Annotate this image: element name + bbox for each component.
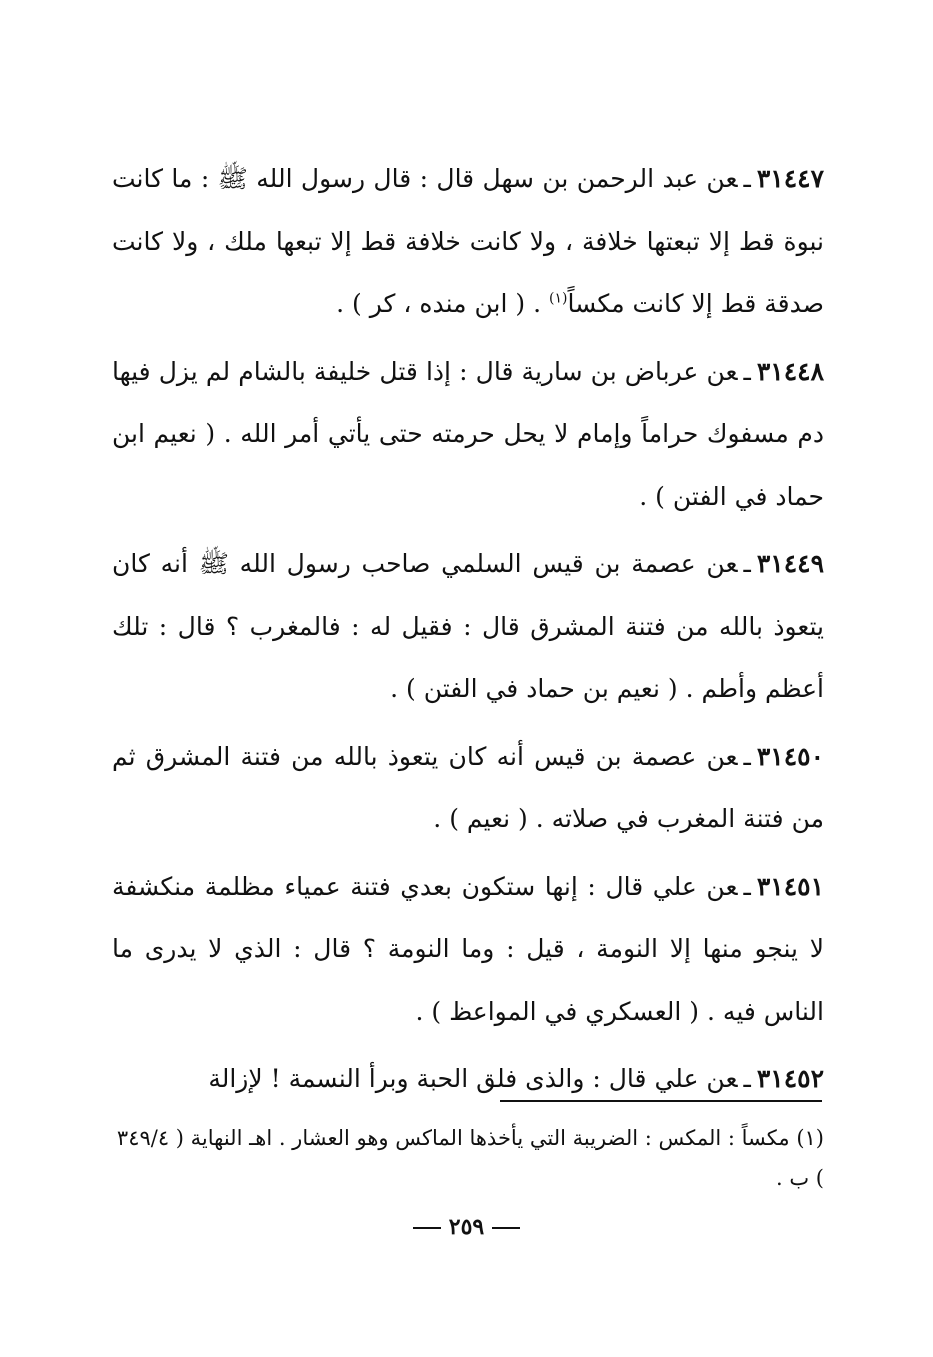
page-number-value: ٢٥٩ bbox=[448, 1214, 485, 1240]
hadith-text: عن علي قال : والذى فلق الحبة وبرأ النسمة ! لإزالة bbox=[208, 1064, 738, 1093]
hadith-text: عن عرباض بن سارية قال : إذا قتل خليفة بالشام لم يزل فيها دم مسفوك حراماً وإمام لا يحل حرمته حتى يأتي أمر الله . bbox=[112, 356, 824, 448]
hadith-number: ٣١٤٥٢ bbox=[756, 1064, 824, 1093]
hadith-source: ( نعيم ابن حماد في الفتن ) . bbox=[112, 419, 824, 511]
hadith-number: ٣١٤٤٧ bbox=[756, 164, 824, 193]
hadith-dash: ـ bbox=[743, 164, 751, 193]
page-number-dash-right bbox=[492, 1227, 520, 1229]
footnote-text: (١) مكساً : المكس : الضريبة التي يأخذها الماكس وهو العشار . اهـ النهاية ( ٣٤٩/٤ ) ب . bbox=[116, 1126, 824, 1190]
footnote-separator bbox=[500, 1100, 822, 1102]
hadith-text: عن عصمة بن قيس السلمي صاحب رسول الله ﷺ أنه كان يتعوذ بالله من فتنة المشرق قال : فقيل له : فالمغرب ؟ قال : تلك أعظم وأطم . bbox=[112, 549, 824, 703]
hadith-entry bbox=[112, 856, 824, 1044]
hadith-number: ٣١٤٥١ bbox=[756, 871, 824, 901]
hadith-text: عن علي قال : إنها ستكون بعدي فتنة عمياء مظلمة منكشفة لا ينجو منها إلا النومة ، قيل : وما النومة ؟ قال : الذي لا يدرى ما الناس فيه . bbox=[112, 871, 824, 1026]
hadith-entry bbox=[112, 341, 824, 529]
hadith-number: ٣١٤٤٨ bbox=[756, 356, 824, 386]
footnote-reference: (١) bbox=[549, 290, 568, 307]
hadith-source: ( العسكري في المواعظ ) . bbox=[415, 996, 700, 1026]
hadith-dash: ـ bbox=[743, 356, 751, 386]
hadith-entry bbox=[112, 148, 824, 336]
hadith-dash: ـ bbox=[743, 549, 751, 578]
hadith-dash: ـ bbox=[743, 1064, 751, 1093]
hadith-dash: ـ bbox=[743, 871, 751, 901]
footnote bbox=[112, 1118, 824, 1198]
page-number-dash-left bbox=[413, 1227, 441, 1229]
hadith-dash: ـ bbox=[743, 741, 751, 771]
hadith-entry bbox=[112, 726, 824, 851]
hadith-source: . ( ابن منده ، كر ) . bbox=[336, 289, 542, 318]
hadith-text: عن عصمة بن قيس أنه كان يتعوذ بالله من فتنة المشرق ثم من فتنة المغرب في صلاته . bbox=[112, 741, 824, 833]
hadith-number: ٣١٤٥٠ bbox=[756, 741, 824, 771]
hadith-list bbox=[112, 148, 824, 1116]
hadith-source: ( نعيم بن حماد في الفتن ) . bbox=[390, 674, 678, 703]
hadith-number: ٣١٤٤٩ bbox=[756, 549, 824, 578]
hadith-text: عن عبد الرحمن بن سهل قال : قال رسول الله ﷺ : ما كانت نبوة قط إلا تبعتها خلافة ، ولا كانت خلافة قط إلا تبعها ملك ، ولا كانت صدقة قط إلا كانت مكساً bbox=[112, 164, 824, 318]
page-number bbox=[0, 1214, 933, 1240]
hadith-entry bbox=[112, 533, 824, 721]
hadith-source: ( نعيم ) . bbox=[433, 804, 528, 833]
